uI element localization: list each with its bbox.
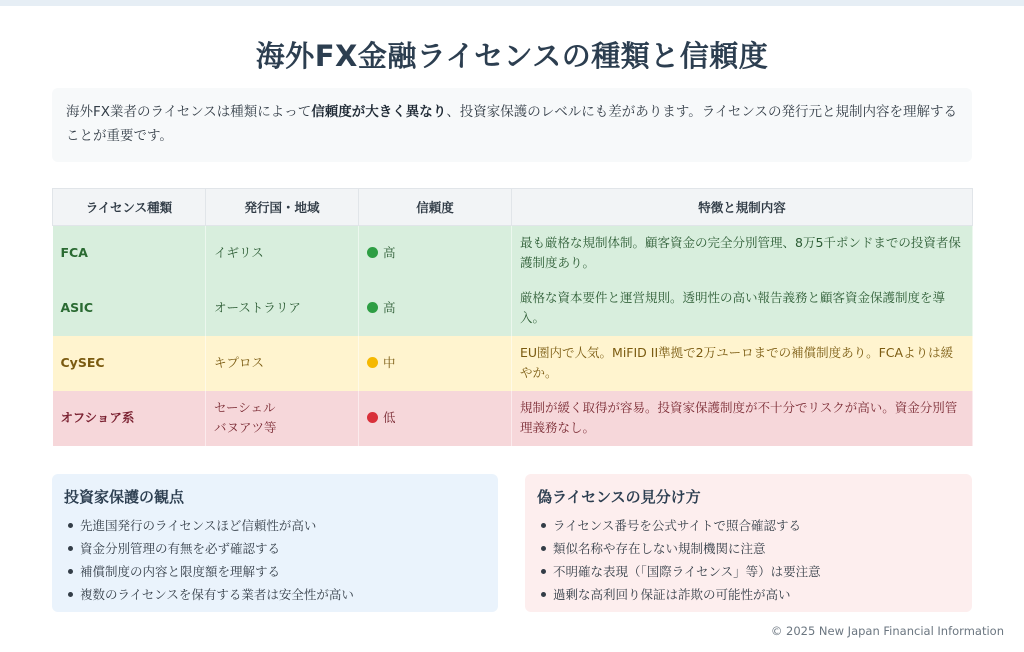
license-name: オフショア系 [53,391,206,446]
header-license-type: ライセンス種類 [53,189,206,226]
intro-box [52,88,972,162]
license-country: キプロス [206,336,359,391]
license-name: CySEC [53,336,206,391]
list-item: 先進国発行のライセンスほど信頼性が高い [64,514,486,537]
header-country: 発行国・地域 [206,189,359,226]
list-item: 補償制度の内容と限度額を理解する [64,560,486,583]
list-item: 資金分別管理の有無を必ず確認する [64,537,486,560]
investor-card-title: 投資家保護の観点 [64,488,185,506]
fake-card-list [537,514,960,606]
fake-card-title: 偽ライセンスの見分け方 [537,488,701,506]
license-features: EU圏内で人気。MiFID II準拠で2万ユーロまでの補償制度あり。FCAよりは緩やか。 [512,336,973,391]
trust-level [359,226,512,281]
license-country: オーストラリア [206,281,359,336]
intro-text-2: 、投資家保護のレベルにも差があります。ライセンスの発行元と規制内容を理解することが重要です。 [66,104,958,144]
license-name: ASIC [53,281,206,336]
trust-level [359,391,512,446]
trust-label: 低 [383,410,396,425]
trust-label: 中 [383,355,396,370]
license-features: 最も厳格な規制体制。顧客資金の完全分別管理、8万5千ポンドまでの投資者保護制度あり。 [512,226,973,281]
trust-label: 高 [383,245,396,260]
header-features: 特徴と規制内容 [512,189,973,226]
license-features: 厳格な資本要件と運営規則。透明性の高い報告義務と顧客資金保護制度を導入。 [512,281,973,336]
table-header-row [53,189,973,226]
fake-license-card [525,474,972,612]
table-row [53,336,973,391]
trust-dot-icon [367,412,378,423]
page-title: 海外FX金融ライセンスの種類と信頼度 [255,39,769,73]
header-trust: 信頼度 [359,189,512,226]
investor-protection-card [52,474,498,612]
table-row [53,391,973,446]
footer-copyright: © 2025 New Japan Financial Information [770,624,1004,638]
trust-dot-icon [367,357,378,368]
intro-bold-text: 信頼度が大きく異なり [311,104,447,120]
list-item: 複数のライセンスを保有する業者は安全性が高い [64,583,486,606]
top-accent-bar [0,0,1024,6]
license-table [52,188,973,446]
trust-level [359,281,512,336]
trust-label: 高 [383,300,396,316]
trust-level [359,336,512,391]
trust-dot-icon [367,302,378,313]
list-item: 類似名称や存在しない規制機関に注意 [537,537,960,560]
country-line: バヌアツ等 [214,420,277,435]
investor-card-list [64,514,486,606]
list-item: 過剰な高利回り保証は詐欺の可能性が高い [537,583,960,606]
list-item: ライセンス番号を公式サイトで照合確認する [537,514,960,537]
license-country: イギリス [206,226,359,281]
license-name: FCA [53,226,206,281]
country-line: セーシェル [214,400,276,415]
license-features: 規制が緩く取得が容易。投資家保護制度が不十分でリスクが高い。資金分別管理義務なし。 [512,391,973,446]
trust-dot-icon [367,247,378,258]
license-country [206,391,359,446]
list-item: 不明確な表現（「国際ライセンス」等）は要注意 [537,560,960,583]
table-row [53,281,973,336]
table-row [53,226,973,281]
intro-text-1: 海外FX業者のライセンスは種類によって [66,104,312,120]
